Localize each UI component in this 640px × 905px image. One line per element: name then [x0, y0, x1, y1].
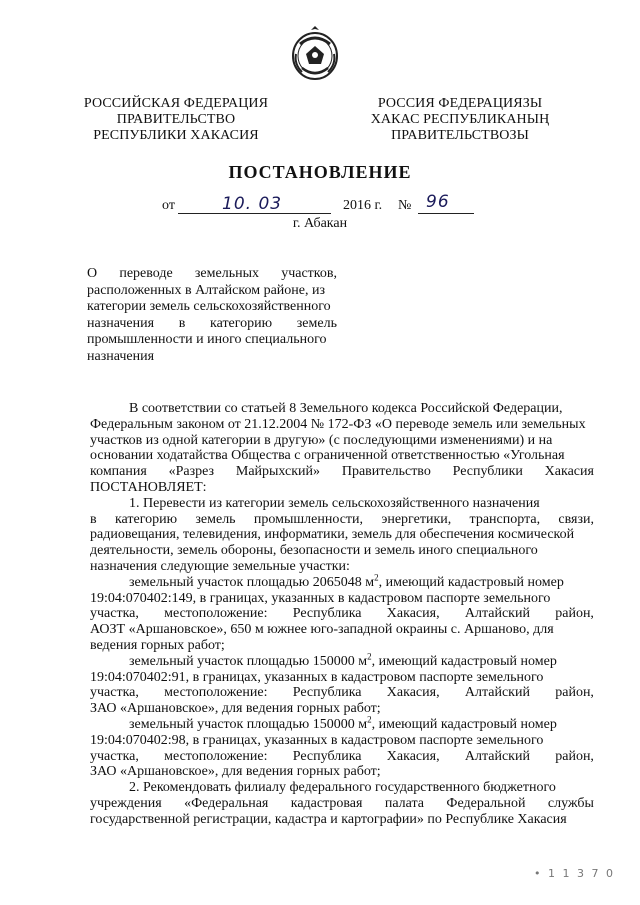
body-line: ЗАО «Аршановское», для ведения горных работ;	[90, 701, 381, 717]
body-line	[90, 606, 594, 622]
body-line: назначения следующие земельные участки:	[90, 558, 350, 574]
header-left	[78, 96, 274, 144]
text: , имеющий кадастровый номер	[371, 653, 557, 669]
text: государственной регистрации, кадастра и картографии» по Республике Хакасия	[90, 811, 567, 827]
header-right-line: ХАКАС РЕСПУБЛИКАНЫҢ	[370, 112, 550, 127]
body-line: ведения горных работ;	[90, 637, 225, 653]
body-line: 19:04:070402:149, в границах, указанных в кадастровом паспорте земельного	[90, 590, 551, 606]
header-left-line: ПРАВИТЕЛЬСТВО	[116, 112, 236, 127]
body-line	[90, 543, 594, 559]
word: учреждения	[90, 795, 162, 811]
text: деятельности, земель обороны, безопасности и земель иного специального	[90, 543, 538, 559]
subject-line	[87, 266, 337, 283]
word: компания	[90, 464, 147, 480]
word: район,	[555, 606, 594, 622]
handwritten-number: 96	[426, 192, 450, 212]
header-right-line: ПРАВИТЕЛЬСТВОЗЫ	[391, 128, 529, 143]
subject-line: промышленности и иного специального	[87, 332, 327, 348]
body-line	[90, 714, 594, 733]
word: переводе	[119, 266, 173, 281]
document-body	[90, 401, 594, 828]
word: категорию	[210, 315, 273, 331]
body-line	[90, 448, 594, 464]
coat-of-arms-emblem	[288, 24, 342, 82]
header-left-line: РОССИЙСКАЯ ФЕДЕРАЦИЯ	[83, 96, 269, 111]
text: 1. Перевести из категории земель сельскохозяйственного назначения	[129, 495, 540, 511]
body-line	[90, 433, 594, 449]
text: радиовещания, телевидения, информатики, земель для обеспечения космической	[90, 527, 575, 543]
body-line	[90, 496, 594, 512]
text: , имеющий кадастровый номер	[378, 574, 564, 590]
word: участка,	[90, 606, 139, 622]
date-prefix: от	[162, 198, 175, 213]
word: район,	[555, 748, 594, 764]
body-line	[90, 401, 594, 417]
word: район,	[555, 685, 594, 701]
text: участков из одной категории в другую» (с последующими изменениями) и на	[90, 432, 553, 448]
word: службы	[547, 795, 594, 811]
body-line	[90, 749, 594, 765]
text: 2. Рекомендовать филиалу федерального государственного бюджетного	[129, 780, 556, 796]
word: «Разрез	[168, 464, 215, 480]
word: земель	[195, 511, 236, 527]
word: Хакасия,	[386, 606, 440, 622]
text: В соответствии со статьей 8 Земельного кодекса Российской Федерации,	[129, 401, 563, 416]
superscript: 2	[367, 714, 372, 725]
body-line: АОЗТ «Аршановское», 650 м южнее юго-западной окраины с. Аршаново, для	[90, 622, 554, 638]
body-line: 19:04:070402:91, в границах, указанных в кадастровом паспорте земельного	[90, 669, 544, 685]
word: транспорта,	[469, 511, 541, 527]
city: г. Абакан	[292, 216, 348, 231]
body-line	[90, 512, 594, 528]
word: Республика	[292, 685, 362, 701]
word: назначения	[87, 315, 155, 331]
header-right-line: РОССИЯ ФЕДЕРАЦИЯЗЫ	[377, 96, 543, 111]
word: Хакасия	[544, 464, 594, 480]
header-left-line: РЕСПУБЛИКИ ХАКАСИЯ	[93, 128, 259, 143]
number-underline	[418, 213, 474, 214]
subject-line	[87, 316, 337, 333]
text: земельный участок площадью 150000 м	[129, 653, 368, 669]
word: участка,	[90, 748, 139, 764]
body-line	[90, 417, 594, 433]
body-line	[90, 796, 594, 812]
word: Республика	[292, 606, 362, 622]
word: участков,	[281, 266, 337, 281]
word: Алтайский	[464, 748, 530, 764]
page-stamp: • 1 1 3 7 0	[534, 867, 615, 880]
word: кадастровая	[290, 795, 363, 811]
word: Правительство	[341, 464, 431, 480]
word: в	[178, 315, 186, 331]
text: , имеющий кадастровый номер	[371, 716, 557, 732]
word: в	[90, 511, 97, 527]
word: земельных	[194, 266, 259, 281]
text: земельный участок площадью 150000 м	[129, 716, 368, 732]
word: Алтайский	[464, 606, 530, 622]
word: местоположение:	[164, 685, 268, 701]
subject-line: назначения	[87, 348, 155, 364]
text: Федеральным законом от 21.12.2004 № 172-ФЗ «О переводе земель или земельных	[90, 416, 586, 432]
document-title: ПОСТАНОВЛЕНИЕ	[228, 162, 412, 182]
text: основании ходатайства Общества с ограниченной ответственностью «Угольная	[90, 448, 565, 464]
number-label: №	[398, 198, 412, 213]
body-line: ПОСТАНОВЛЯЕТ:	[90, 479, 207, 495]
header-right	[352, 96, 568, 144]
word: Республика	[292, 748, 362, 764]
superscript: 2	[367, 651, 372, 662]
word: энергетики,	[381, 511, 452, 527]
body-line	[90, 780, 594, 796]
word: категорию	[114, 511, 178, 527]
date-number-row	[0, 192, 640, 216]
text	[129, 572, 564, 591]
date-year: 2016 г.	[343, 198, 383, 213]
body-line	[90, 812, 594, 828]
word: Хакасия,	[386, 748, 440, 764]
subject-block	[87, 266, 337, 366]
body-line	[90, 527, 594, 543]
body-line	[90, 685, 594, 701]
word: Федеральной	[446, 795, 526, 811]
word: земель	[296, 315, 337, 331]
word: промышленности,	[253, 511, 364, 527]
word: О	[87, 266, 98, 281]
word: Майрыхский»	[235, 464, 321, 480]
body-line	[90, 572, 594, 591]
body-line: ЗАО «Аршановское», для ведения горных работ;	[90, 764, 381, 780]
text: земельный участок площадью 2065048 м	[129, 574, 375, 590]
word: Алтайский	[464, 685, 530, 701]
body-line: 19:04:070402:98, в границах, указанных в кадастровом паспорте земельного	[90, 732, 544, 748]
word: «Федеральная	[184, 795, 269, 811]
word: Республики	[452, 464, 523, 480]
handwritten-date: 10. 03	[222, 194, 283, 214]
word: местоположение:	[164, 606, 268, 622]
word: связи,	[558, 511, 594, 527]
subject-line: расположенных в Алтайском районе, из	[87, 282, 325, 298]
superscript: 2	[374, 572, 379, 583]
word: участка,	[90, 685, 139, 701]
word: Хакасия,	[386, 685, 440, 701]
subject-line: категории земель сельскохозяйственного	[87, 299, 331, 315]
body-line	[90, 651, 594, 670]
body-line	[90, 464, 594, 480]
word: местоположение:	[164, 748, 268, 764]
word: палата	[384, 795, 425, 811]
